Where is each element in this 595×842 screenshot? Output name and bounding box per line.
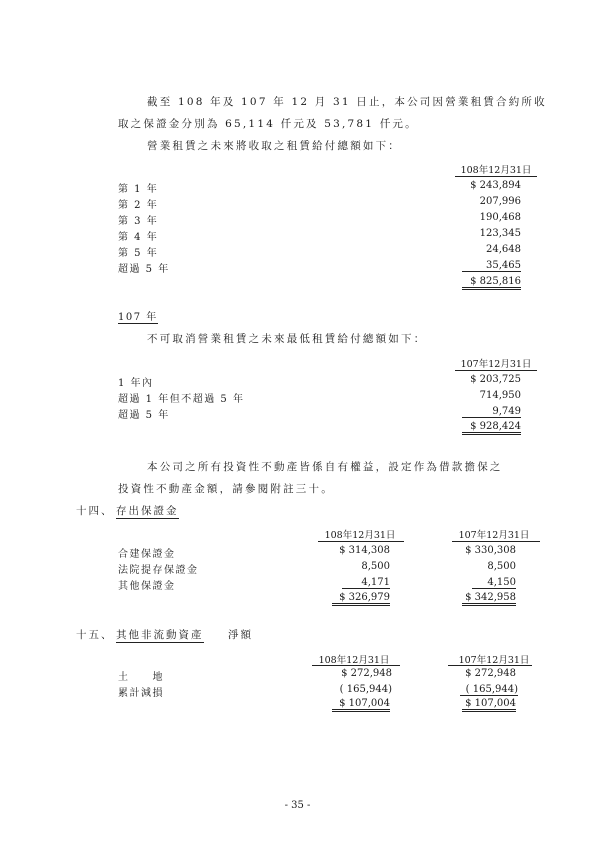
section-14-title: 存出保證金: [116, 505, 179, 517]
paragraph-4-line-1: 本公司之所有投資性不動產皆係自有權益，設定作為借款擔保之: [147, 461, 503, 473]
page-number: - 35 -: [284, 800, 311, 811]
section-15-row-v2: $ 272,948: [465, 668, 516, 679]
section-15-col2-rule: [448, 665, 532, 666]
table2-row-label: 超過 1 年但不超過 5 年: [118, 394, 245, 405]
section-14-total2: $ 342,958: [462, 592, 516, 606]
table2-total: $ 928,424: [462, 421, 521, 435]
section-15-col1-header: 108年12月31日: [318, 655, 390, 666]
table1-row-value: 207,996: [479, 196, 521, 207]
section-15-total1: $ 107,004: [332, 698, 390, 712]
table1-header-rule: [455, 176, 537, 177]
section-14-row-v1: 4,171: [342, 577, 390, 589]
section-14-row-label: 法院提存保證金: [118, 565, 199, 576]
section-14-col2-rule: [452, 541, 540, 542]
section-15-title: 其他非流動資產: [116, 629, 204, 641]
section-14-col1-rule: [318, 541, 404, 542]
section-14-row-v2: $ 330,308: [465, 545, 516, 556]
table1-row-label: 第 1 年: [118, 184, 159, 195]
table1-row-label: 第 4 年: [118, 232, 159, 243]
table2-row-value: 714,950: [479, 390, 521, 401]
table2-row-value: $ 203,725: [470, 374, 521, 385]
section-15-number: 十五、: [76, 629, 114, 641]
table1-row-value: 35,465: [462, 260, 521, 272]
paragraph-3: 不可取消營業租賃之未來最低租賃給付總額如下：: [147, 333, 427, 345]
table1-row-value: 123,345: [479, 228, 521, 239]
section-14-col1-header: 108年12月31日: [324, 530, 396, 541]
table1-row-label: 第 3 年: [118, 216, 159, 227]
section-14-number: 十四、: [76, 505, 114, 517]
paragraph-1-line-2: 取之保證金分別為 65,114 仟元及 53,781 仟元。: [118, 118, 418, 130]
section-15-col1-rule: [312, 665, 400, 666]
section-14-total1: $ 326,979: [332, 592, 390, 606]
section-15-row-label: 累計減損: [118, 688, 164, 699]
table2-row-label: 1 年內: [118, 378, 154, 389]
section-15-row-v1: $ 272,948: [341, 668, 392, 679]
section-14-row-v1: 8,500: [361, 561, 390, 572]
section-14-row-label: 其他保證金: [118, 581, 176, 592]
table1-total: $ 825,816: [462, 276, 521, 290]
section-15-suffix: 淨額: [228, 629, 253, 641]
section-15-row-v1: ( 165,944): [339, 684, 392, 695]
table2-row-value: 9,749: [462, 406, 521, 418]
section-14-col2-header: 107年12月31日: [458, 530, 530, 541]
table2-header: 107年12月31日: [460, 359, 532, 370]
table1-row-value: 190,468: [479, 212, 521, 223]
year-107-heading: 107 年: [118, 308, 158, 324]
paragraph-1-line-1: 截至 108 年及 107 年 12 月 31 日止，本公司因營業租賃合約所收: [147, 96, 547, 108]
section-14-row-v2: 8,500: [487, 561, 516, 572]
table1-header: 108年12月31日: [460, 165, 532, 176]
paragraph-2: 營業租賃之未來將收取之租賃給付總額如下：: [147, 140, 401, 152]
table1-row-value: 24,648: [486, 244, 521, 255]
section-14-row-v2: 4,150: [472, 577, 516, 589]
section-15-row-v2: ( 165,944): [460, 684, 518, 696]
table1-row-label: 第 2 年: [118, 200, 159, 211]
table2-row-label: 超過 5 年: [118, 410, 170, 421]
section-15-row-label: 土 地: [118, 672, 164, 683]
section-14-row-label: 合建保證金: [118, 549, 176, 560]
table1-row-label: 第 5 年: [118, 248, 159, 259]
table2-header-rule: [455, 370, 537, 371]
section-15-col2-header: 107年12月31日: [458, 655, 530, 666]
table1-row-label: 超過 5 年: [118, 264, 170, 275]
table1-row-value: $ 243,894: [470, 180, 521, 191]
section-14-row-v1: $ 314,308: [339, 545, 390, 556]
paragraph-4-line-2: 投資性不動產金額，請參閱附註三十。: [118, 483, 334, 495]
section-15-total2: $ 107,004: [462, 698, 516, 712]
